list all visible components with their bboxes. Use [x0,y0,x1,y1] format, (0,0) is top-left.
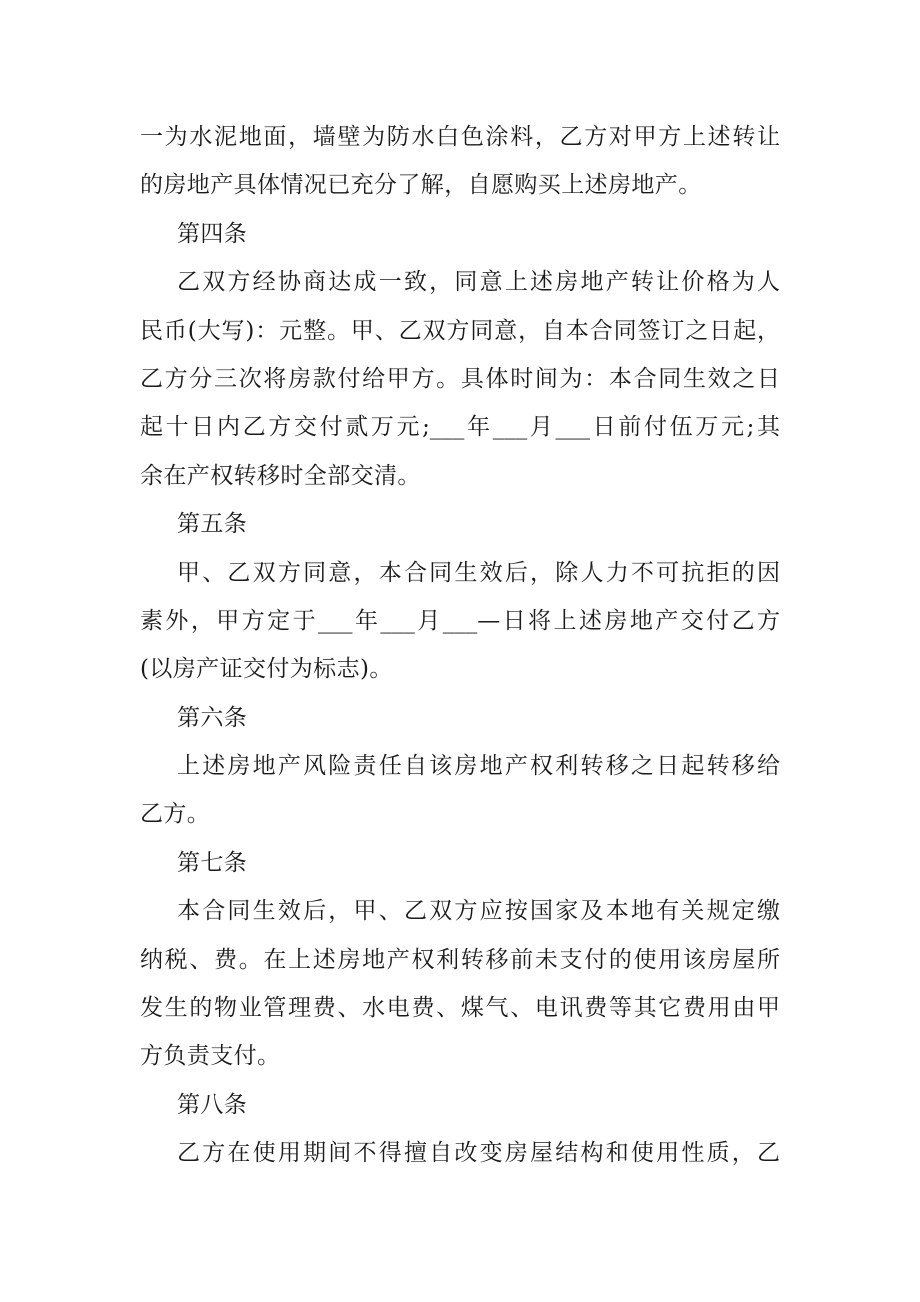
paragraph-line: 甲、乙双方同意，本合同生效后，除人力不可抗拒的因 [177,559,780,586]
paragraph-line: 上述房地产风险责任自该房地产权利转移之日起转移给 [177,753,780,780]
paragraph-line: 乙方在使用期间不得擅自改变房屋结构和使用性质，乙 [177,1140,780,1167]
article-heading-8: 第八条 [177,1091,248,1118]
paragraph-line: 素外，甲方定于___年___月___—日将上述房地产交付乙方 [140,607,780,634]
paragraph-line: 乙方。 [140,801,211,828]
paragraph-line: 起十日内乙方交付贰万元;___年___月___日前付伍万元;其 [140,414,780,441]
paragraph-line: 本合同生效后，甲、乙双方应按国家及本地有关规定缴 [177,898,780,925]
paragraph-line: 纳税、费。在上述房地产权利转移前未支付的使用该房屋所 [140,946,780,973]
paragraph-line: 民币(大写)：元整。甲、乙双方同意，自本合同签订之日起， [140,317,780,344]
contract-text [140,113,780,1178]
paragraph-line: 乙双方经协商达成一致，同意上述房地产转让价格为人 [177,269,780,296]
paragraph-line: 发生的物业管理费、水电费、煤气、电讯费等其它费用由甲 [140,995,780,1022]
article-heading-4: 第四条 [177,220,248,247]
paragraph-line: 余在产权转移时全部交清。 [140,462,421,489]
paragraph-line: 方负责支付。 [140,1043,281,1070]
paragraph-line: 的房地产具体情况已充分了解，自愿购买上述房地产。 [140,172,702,199]
article-heading-6: 第六条 [177,704,248,731]
paragraph-line: 一为水泥地面，墙壁为防水白色涂料，乙方对甲方上述转让 [140,124,780,150]
article-heading-7: 第七条 [177,849,248,876]
paragraph-line: 乙方分三次将房款付给甲方。具体时间为：本合同生效之日 [140,365,780,392]
paragraph-line: (以房产证交付为标志)。 [140,656,393,683]
article-heading-5: 第五条 [177,511,248,538]
